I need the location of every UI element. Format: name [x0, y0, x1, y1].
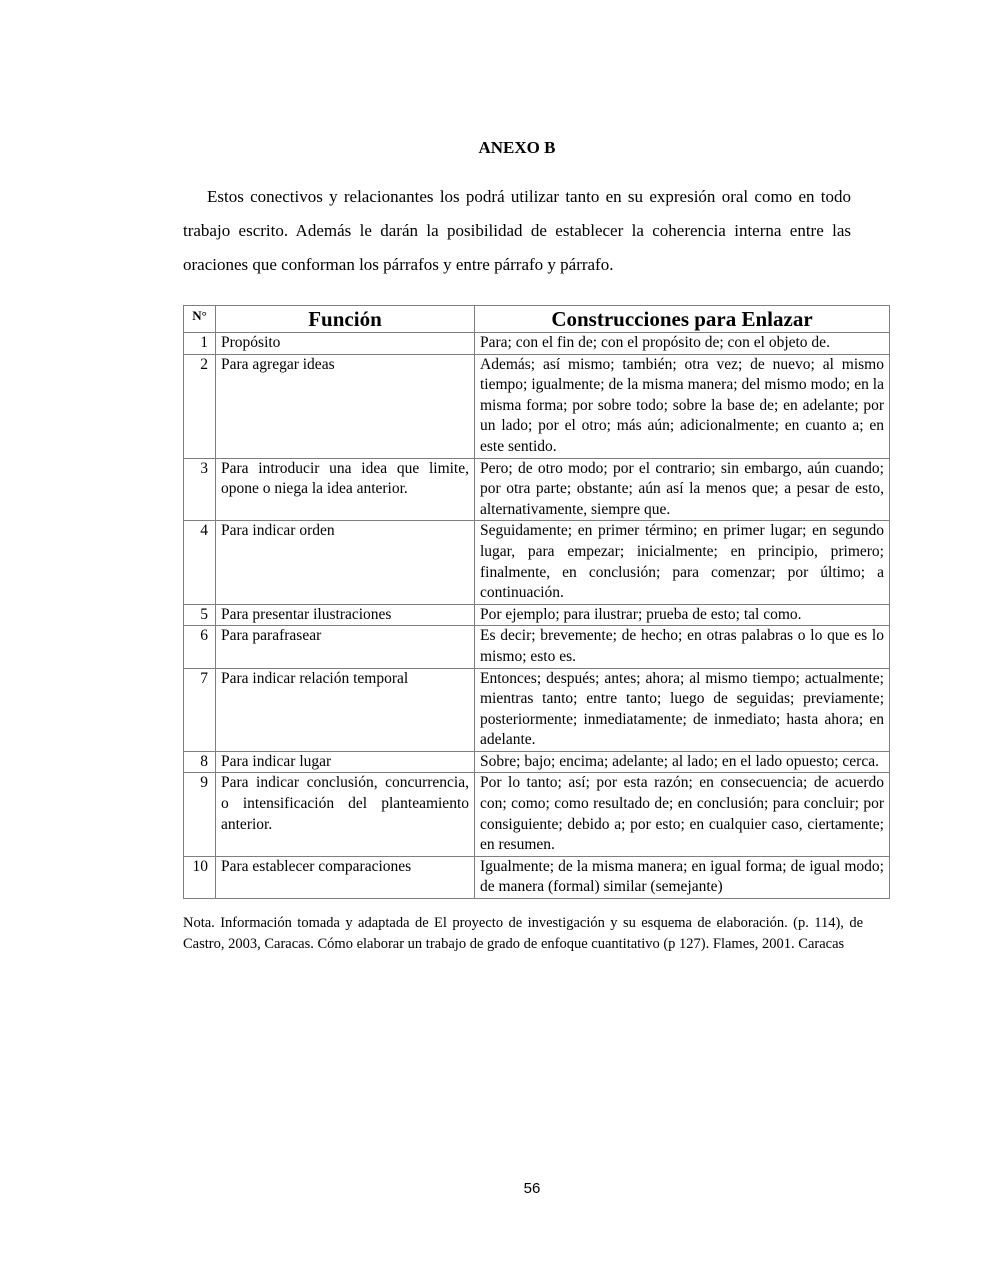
table-row [184, 773, 890, 856]
row-number: 8 [184, 751, 216, 773]
table-row [184, 604, 890, 626]
row-number: 9 [184, 773, 216, 856]
row-number: 5 [184, 604, 216, 626]
table-row [184, 856, 890, 898]
row-function: Propósito [216, 333, 475, 355]
row-constructions: Para; con el fin de; con el propósito de; con el objeto de. [475, 333, 890, 355]
row-constructions: Además; así mismo; también; otra vez; de nuevo; al mismo tiempo; igualmente; de la misma manera; del mismo modo; en la misma forma; por sobre todo; sobre la base de; en adelante; por un lado; por el otro; más aún; adicionalmente; en cuanto a; en este sentido. [475, 354, 890, 458]
row-constructions: Entonces; después; antes; ahora; al mismo tiempo; actualmente; mientras tanto; entre tanto; luego de seguidas; previamente; posteriormente; inmediatamente; de inmediato; hasta ahora; en adelante. [475, 668, 890, 751]
header-number: N° [184, 306, 216, 333]
table-row [184, 354, 890, 458]
row-function: Para indicar orden [216, 521, 475, 604]
connectors-table [183, 305, 890, 899]
row-number: 4 [184, 521, 216, 604]
row-number: 7 [184, 668, 216, 751]
table-row [184, 668, 890, 751]
row-function: Para indicar relación temporal [216, 668, 475, 751]
header-function: Función [216, 306, 475, 333]
table-row [184, 521, 890, 604]
row-constructions: Por ejemplo; para ilustrar; prueba de esto; tal como. [475, 604, 890, 626]
table-row [184, 751, 890, 773]
row-constructions: Seguidamente; en primer término; en primer lugar; en segundo lugar, para empezar; inicialmente; en principio, primero; finalmente, en conclusión; para comenzar; por último; a continuación. [475, 521, 890, 604]
row-constructions: Pero; de otro modo; por el contrario; sin embargo, aún cuando; por otra parte; obstante; aún así la menos que; a pesar de esto, alternativamente, siempre que. [475, 458, 890, 521]
row-function: Para agregar ideas [216, 354, 475, 458]
row-constructions: Por lo tanto; así; por esta razón; en consecuencia; de acuerdo con; como; como resultado de; en conclusión; para concluir; por consiguiente; debido a; por esto; en cualquier caso, ciertamente; en resumen. [475, 773, 890, 856]
row-constructions: Sobre; bajo; encima; adelante; al lado; en el lado opuesto; cerca. [475, 751, 890, 773]
annex-title: ANEXO B [478, 138, 556, 157]
row-number: 3 [184, 458, 216, 521]
table-note: Nota. Información tomada y adaptada de El proyecto de investigación y su esquema de elaboración. (p. 114), de Castro, 2003, Caracas. Cómo elaborar un trabajo de grado de enfoque cuantitativo (p 127). Flames, 2001. Caracas [183, 915, 863, 952]
row-number: 10 [184, 856, 216, 898]
table-header-row [184, 306, 890, 333]
row-function: Para indicar lugar [216, 751, 475, 773]
row-constructions: Es decir; brevemente; de hecho; en otras palabras o lo que es lo mismo; esto es. [475, 626, 890, 668]
table-row [184, 333, 890, 355]
table-row [184, 458, 890, 521]
header-constructions: Construcciones para Enlazar [475, 306, 890, 333]
table-row [184, 626, 890, 668]
row-constructions: Igualmente; de la misma manera; en igual forma; de igual modo; de manera (formal) similar (semejante) [475, 856, 890, 898]
row-number: 2 [184, 354, 216, 458]
row-function: Para parafrasear [216, 626, 475, 668]
row-number: 1 [184, 333, 216, 355]
page-number: 56 [523, 1180, 541, 1197]
row-function: Para presentar ilustraciones [216, 604, 475, 626]
row-function: Para indicar conclusión, concurrencia, o intensificación del planteamiento anterior. [216, 773, 475, 856]
row-number: 6 [184, 626, 216, 668]
intro-paragraph: Estos conectivos y relacionantes los podrá utilizar tanto en su expresión oral como en todo trabajo escrito. Además le darán la posibilidad de establecer la coherencia interna entre las oraciones que conforman los párrafos y entre párrafo y párrafo. [183, 187, 851, 274]
row-function: Para establecer comparaciones [216, 856, 475, 898]
row-function: Para introducir una idea que limite, opone o niega la idea anterior. [216, 458, 475, 521]
